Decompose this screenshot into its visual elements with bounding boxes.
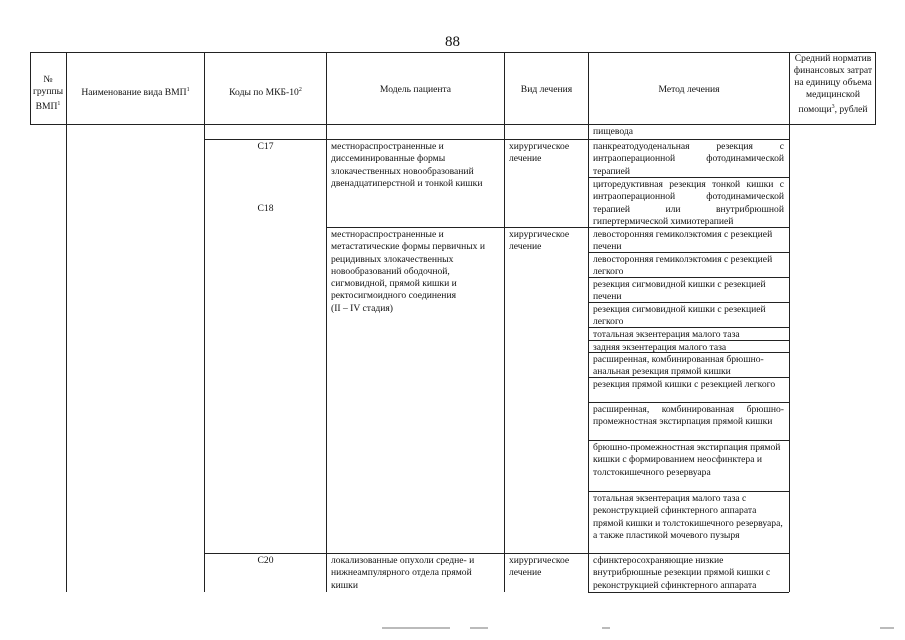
method-cell: расширенная, комбинированная брюшно-промежностная экстирпация прямой кишки [593,404,784,428]
method-cell: панкреатодуоденальная резекция с интраоперационной фотодинамической терапией [593,141,784,177]
column-border [504,52,505,592]
method-cell: пищевода [593,126,634,137]
header-icd-codes: Коды по МКБ-$10^2$ [229,87,302,99]
method-cell: тотальная экзентерация малого таза с реконструкцией сфинктерного аппарата прямой кишки и толстокишечного резервуара, а также пластикой мочевого пузыря [593,493,783,541]
header-patient-model: Модель пациента [379,84,452,95]
icd-code-cell: C17 [257,141,274,152]
patient-model-cell: локализованные опухоли средне- и нижнеампулярного отдела прямой кишки [331,555,475,591]
column-border [875,52,876,124]
method-cell: резекция сигмовидной кишки с резекцией печени [593,279,766,302]
stage-text: (II – IV стадия) [331,302,393,314]
header-vmp-name: Наименование вида ВМП$^1$ [81,87,190,99]
header-treatment-type: Вид лечения [520,84,573,95]
scan-artifact [382,627,450,629]
treatment-type-cell: хирургическое лечение [509,141,570,165]
method-cell: брюшно-промежностная экстирпация прямой кишки с формированием неосфинктера и толстокишечного резервуара [593,442,781,478]
patient-model-cell: местнораспространенные и диссеминированные формы злокачественных новообразований двенадцатиперстной и тонкой кишки [331,141,483,189]
method-cell: левосторонняя гемиколэктомия с резекцией печени [593,229,773,252]
scan-artifact [880,627,894,629]
treatment-type-cell: хирургическое лечение [509,555,570,579]
treatment-type-cell: хирургическое лечение [509,229,570,253]
method-cell: сфинктеросохраняющие низкие внутрибрюшные резекции прямой кишки с реконструкцией сфинктерного аппарата [593,555,771,591]
column-border [789,52,790,592]
header-group-number: № группы ВМП$^1$ [32,74,64,113]
method-cell: задняя экзентерация малого таза [593,342,727,352]
scan-artifact [470,627,488,629]
method-cell: расширенная, комбинированная брюшно-анальная резекция прямой кишки [593,354,764,377]
method-cell: резекция сигмовидной кишки с резекцией легкого [593,304,766,327]
method-cell: левосторонняя гемиколэктомия с резекцией легкого [593,254,773,277]
patient-model-text: местнораспространенные и метастатические формы первичных и рецидивных злокачественных новообразований ободочной, сигмовидной, прямой кишки и ректосигмоидного соединения [331,229,486,302]
column-border [204,52,205,592]
icd-code-cell: C20 [257,555,274,566]
patient-model-cell [327,228,504,328]
header-average-cost: Средний норматив финансовых затрат на единицу объема медицинской помощи$^3$, рублей [793,53,873,116]
header-treatment-method: Метод лечения [658,84,720,95]
column-border [66,52,67,592]
table-bottom-border [588,592,789,593]
table-top-border [30,52,876,53]
method-cell: циторедуктивная резекция тонкой кишки с интраоперационной фотодинамической терапией или внутрибрюшной гипертермической химиотерапией [593,179,784,227]
treatment-table [30,52,876,593]
scan-artifact [602,627,610,629]
icd-code-cell: C18 [257,203,274,214]
page-number: 88 [445,34,460,50]
method-cell: резекция прямой кишки с резекцией легкого [593,379,776,390]
method-cell: тотальная экзентерация малого таза [593,329,740,340]
